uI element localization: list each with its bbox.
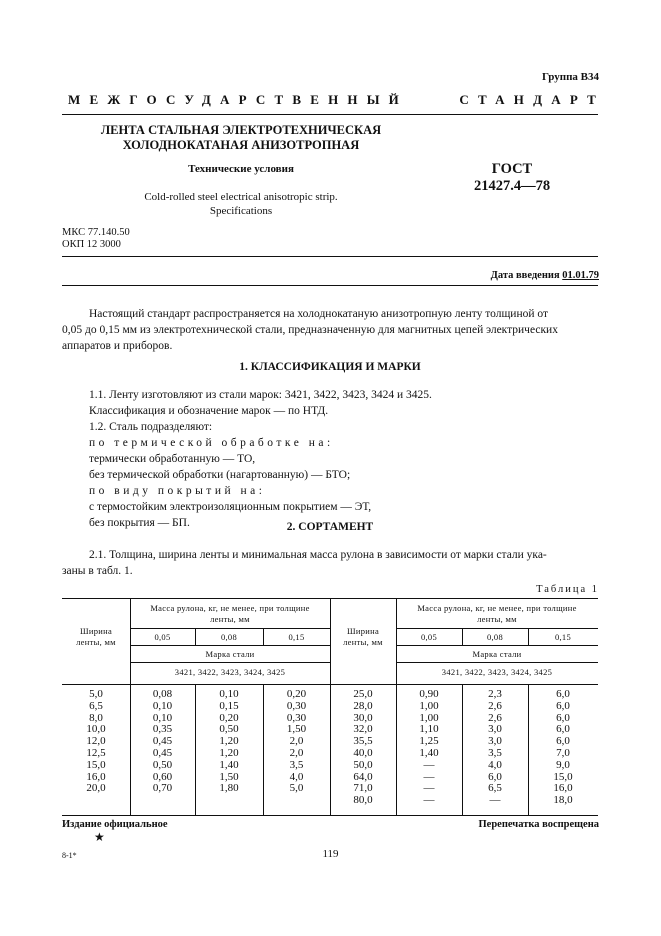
table-width-cell: 64,0 (353, 770, 373, 783)
sec1-line-5: термически обработанную — ТО, (89, 453, 256, 465)
table-width-cell: 8,0 (89, 711, 103, 724)
table-mass-cell: 0,10 (152, 711, 173, 724)
table-mass-cell: 2,6 (488, 711, 502, 724)
date-rule (62, 285, 598, 286)
page-number: 119 (322, 848, 339, 860)
thickness-header: 0,15 (554, 632, 572, 642)
table-mass-cell: 1,00 (419, 699, 439, 712)
table-mass-cell: 6,0 (488, 770, 502, 783)
table-width-cell: 80,0 (353, 794, 373, 807)
sec2-line-1: 2.1. Толщина, ширина ленты и минимальная масса рулона в зависимости от марки стали ука- (89, 549, 547, 561)
table-mass-cell: 0,30 (286, 699, 307, 712)
table-mass-cell: 3,0 (488, 723, 502, 736)
intro-line-2: 0,05 до 0,15 мм из электротехнической стали, предназначенную для магнитных цепей электрических (62, 324, 558, 336)
intro-line-3: аппаратов и приборов. (62, 340, 173, 352)
effective-date: Дата введения 01.01.79 (490, 270, 599, 281)
table-mass-cell: 0,20 (286, 688, 307, 700)
table-mass-cell: 0,08 (152, 688, 173, 700)
document-subtitle: Технические условия (188, 163, 294, 175)
table-width-cell: 15,0 (86, 758, 106, 771)
thickness-header: 0,05 (154, 632, 171, 642)
table-mass-cell: 2,0 (289, 735, 304, 748)
table-mass-cell: 0,60 (152, 770, 173, 783)
table-mass-cell: 0,45 (152, 735, 173, 748)
sec1-line-8: с термостойким электроизоляционным покрытием — ЭТ, (89, 501, 372, 513)
table-mass-cell: — (423, 758, 435, 771)
table-mass-cell: 0,30 (286, 711, 307, 724)
table-width-cell: 32,0 (353, 723, 373, 736)
table-mass-cell: 1,40 (419, 747, 439, 759)
table-mass-cell: 1,25 (419, 735, 439, 748)
table-mass-cell: 2,0 (289, 747, 304, 759)
table-mass-cell: 1,20 (219, 747, 239, 759)
okp-code: ОКП 12 3000 (62, 239, 121, 250)
table-mass-cell: 0,20 (219, 711, 239, 724)
sec2-line-2: заны в табл. 1. (62, 565, 133, 577)
table-mass-cell: 0,15 (219, 699, 239, 712)
table-width-cell: 12,0 (86, 735, 106, 748)
table-mass-cell: 18,0 (553, 794, 573, 807)
table-mass-cell: 0,35 (152, 723, 173, 736)
table-width-cell: 20,0 (86, 782, 106, 795)
table-mass-cell: — (423, 770, 435, 783)
table-mass-cell: — (423, 794, 435, 807)
table-mass-cell: — (489, 794, 501, 807)
table-width-cell: 35,5 (353, 735, 373, 748)
sec1-line-1: 1.1. Ленту изготовляют из стали марок: 3421, 3422, 3423, 3424 и 3425. (89, 389, 432, 401)
table-mass-cell: 1,20 (219, 735, 239, 748)
table-mass-cell: 0,10 (219, 688, 239, 700)
table-width-cell: 10,0 (86, 723, 106, 736)
codes-rule (62, 256, 598, 257)
table-bottom-border (62, 815, 598, 816)
sec1-line-7: по виду покрытий на: (89, 485, 266, 497)
mass-header-left: Масса рулона, кг, не менее, при толщине ленты, мм (150, 603, 310, 624)
table-width-cell: 40,0 (353, 747, 373, 759)
table-mass-cell: 6,0 (556, 688, 570, 700)
table-width-cell: 50,0 (353, 758, 373, 771)
grade-header-right: Марка стали (472, 649, 522, 659)
table-width-cell: 16,0 (86, 770, 106, 783)
grades-left: 3421, 3422, 3423, 3424, 3425 (174, 667, 286, 677)
section-2-heading: 2. СОРТАМЕНТ (286, 521, 374, 533)
sec1-line-4: по термической обработке на: (89, 437, 334, 449)
reprint-prohibited: Перепечатка воспрещена (478, 819, 599, 830)
table-mass-cell: 6,0 (556, 723, 570, 736)
table-mass-cell: 2,3 (488, 688, 502, 700)
table-mass-cell: — (423, 782, 435, 795)
table-mass-cell: 1,40 (219, 758, 239, 771)
table-mass-cell: 0,90 (419, 688, 439, 700)
table-mass-cell: 2,6 (488, 699, 502, 712)
table-label: Таблица 1 (536, 584, 599, 595)
table-mass-cell: 1,50 (219, 770, 239, 783)
table-mass-cell: 6,0 (556, 735, 570, 748)
grade-header-left: Марка стали (205, 649, 255, 659)
table-mass-cell: 6,5 (488, 782, 502, 795)
table-mass-cell: 6,0 (556, 699, 570, 712)
thickness-header: 0,08 (486, 632, 504, 642)
thickness-header: 0,08 (220, 632, 238, 642)
table-mass-cell: 1,10 (419, 723, 439, 736)
table-mass-cell: 6,0 (556, 711, 570, 724)
banner-word-standard: СТАНДАРТ (459, 92, 605, 107)
table-mass-cell: 4,0 (289, 770, 304, 783)
table-width-cell: 71,0 (353, 782, 373, 795)
width-header-right: Ширина ленты, мм (343, 626, 383, 647)
english-title: Cold-rolled steel electrical anisotropic strip. Specifications (144, 191, 338, 217)
table-mass-cell: 0,70 (152, 782, 173, 795)
sec1-line-6: без термической обработки (нагартованную) — БТО; (89, 469, 351, 481)
table-mass-cell: 7,0 (556, 747, 570, 759)
thickness-header: 0,05 (420, 632, 438, 642)
width-header-left: Ширина ленты, мм (76, 626, 116, 647)
table-mass-cell: 15,0 (553, 770, 573, 783)
classification-codes (62, 227, 130, 251)
table-width-cell: 30,0 (353, 711, 373, 724)
star-icon: ★ (94, 830, 105, 844)
sec1-line-9: без покрытия — БП. (89, 517, 190, 529)
table-mass-cell: 0,10 (152, 699, 173, 712)
table-mass-cell: 1,80 (219, 782, 239, 795)
table-mass-cell: 0,50 (219, 723, 239, 736)
sec1-line-3: 1.2. Сталь подразделяют: (89, 421, 213, 433)
banner-word-interstate: МЕЖГОСУДАРСТВЕННЫЙ (68, 92, 408, 107)
grades-right: 3421, 3422, 3423, 3424, 3425 (441, 667, 553, 677)
table-mass-cell: 0,45 (152, 747, 173, 759)
mass-header-right: Масса рулона, кг, не менее, при толщине ленты, мм (417, 603, 577, 624)
table-mass-cell: 1,00 (419, 711, 439, 724)
mks-code: МКС 77.140.50 (62, 227, 130, 238)
table-width-cell: 5,0 (89, 688, 103, 700)
table-mass-cell: 5,0 (289, 782, 304, 795)
official-edition: Издание официальное (62, 819, 168, 830)
thickness-header: 0,15 (288, 632, 305, 642)
table-mass-cell: 3,5 (488, 747, 502, 759)
table-mass-cell: 3,0 (488, 735, 502, 748)
gost-number: ГОСТ 21427.4—78 (473, 161, 551, 194)
table-mass-cell: 3,5 (289, 758, 304, 771)
table-mass-cell: 9,0 (556, 758, 570, 771)
document-title: ЛЕНТА СТАЛЬНАЯ ЭЛЕКТРОТЕХНИЧЕСКАЯ ХОЛОДНОКАТАНАЯ АНИЗОТРОПНАЯ (100, 123, 382, 152)
table-width-cell: 6,5 (89, 699, 103, 712)
table-mass-cell: 0,50 (152, 758, 173, 771)
header-rule (62, 114, 598, 115)
group-code: Группа В34 (541, 71, 599, 83)
table-width-cell: 12,5 (86, 747, 106, 759)
section-1-heading: 1. КЛАССИФИКАЦИЯ И МАРКИ (239, 361, 421, 373)
table-width-cell: 25,0 (353, 688, 373, 700)
table-mass-cell: 16,0 (553, 782, 573, 795)
table-width-cell: 28,0 (353, 699, 373, 712)
table-mass-cell: 4,0 (488, 758, 502, 771)
print-marker: 8-1* (62, 851, 77, 860)
intro-line-1: Настоящий стандарт распространяется на холоднокатаную анизотропную ленту толщиной от (89, 308, 549, 320)
table-mass-cell: 1,50 (286, 723, 307, 736)
sec1-line-2: Классификация и обозначение марок — по НТД. (89, 405, 329, 417)
